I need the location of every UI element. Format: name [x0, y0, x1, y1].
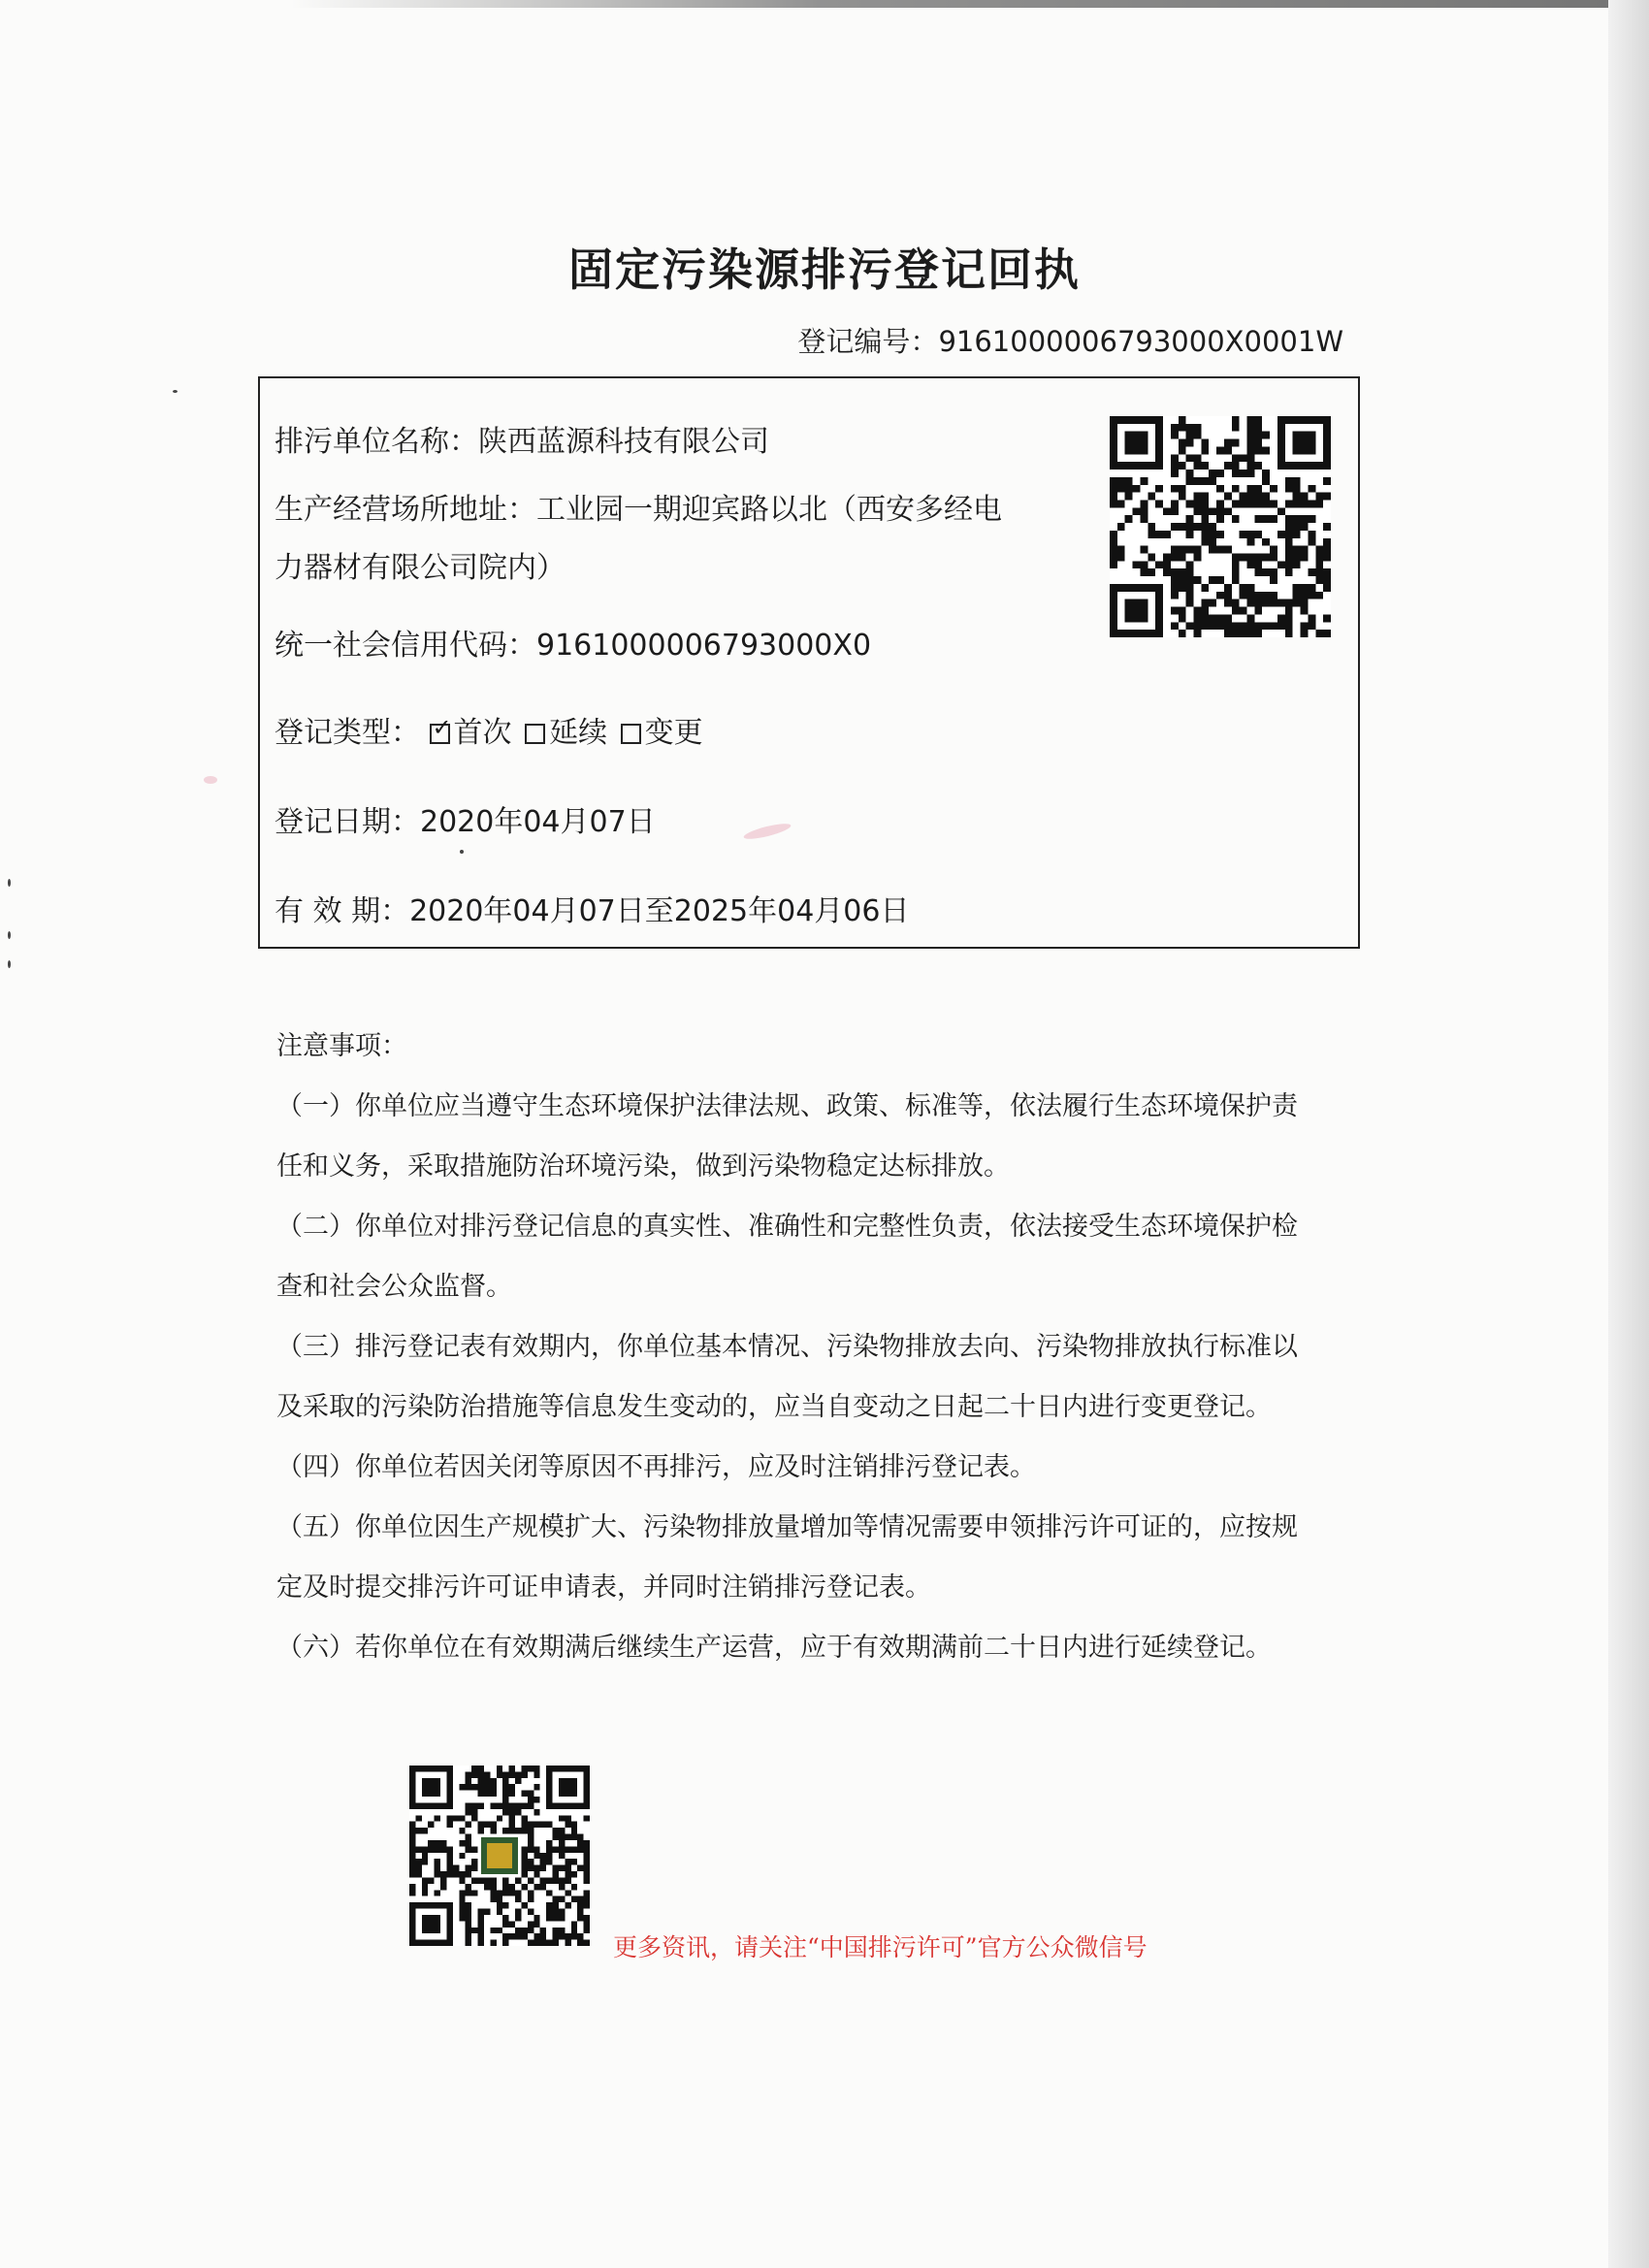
address-field — [275, 485, 1002, 528]
note-line: （六）若你单位在有效期满后继续生产运营，应于有效期满前二十日内进行延续登记。 — [276, 1633, 1272, 1663]
registration-qr-code-icon — [1110, 415, 1331, 638]
wechat-promo-text: 更多资讯，请关注“中国排污许可”官方公众微信号 — [613, 1933, 1148, 1961]
scan-speck — [8, 960, 11, 968]
reg-type-renew — [525, 716, 607, 750]
unchecked-checkbox-icon — [525, 724, 545, 744]
registration-date-field — [275, 797, 656, 840]
note-line: （三）排污登记表有效期内，你单位基本情况、污染物排放去向、污染物排放执行标准以 — [276, 1332, 1298, 1362]
checked-checkbox-icon: ✓ — [430, 724, 450, 744]
registration-number — [797, 320, 1343, 360]
scan-speck — [8, 931, 11, 939]
registration-number-label: 登记编号： — [797, 325, 939, 358]
scan-edge-top — [291, 0, 1610, 8]
address-label: 生产经营场所地址： — [275, 493, 536, 527]
credit-code-value: 9161000006793000X0 — [536, 629, 872, 663]
note-line: 及采取的污染防治措施等信息发生变动的，应当自变动之日起二十日内进行变更登记。 — [276, 1392, 1272, 1422]
address-line-2: 力器材有限公司院内） — [275, 551, 566, 585]
reg-type-change — [621, 716, 703, 750]
note-line: 查和社会公众监督。 — [276, 1272, 512, 1302]
notes-heading: 注意事项： — [276, 1031, 407, 1061]
address-line-1: 工业园一期迎宾路以北（西安多经电 — [536, 493, 1002, 527]
document-title: 固定污染源排污登记回执 — [568, 243, 1081, 296]
reg-type-first-label: 首次 — [453, 716, 512, 750]
scan-speck — [173, 390, 178, 393]
note-line: （一）你单位应当遵守生态环境保护法律法规、政策、标准等，依法履行生态环境保护责 — [276, 1091, 1298, 1121]
credit-code-field — [275, 621, 871, 664]
validity-field — [275, 887, 909, 929]
unit-name-label: 排污单位名称： — [275, 425, 478, 459]
scan-speck — [8, 879, 11, 887]
registration-info-box — [258, 376, 1360, 949]
registration-type-label: 登记类型： — [275, 716, 420, 750]
validity-label: 有 效 期： — [275, 894, 410, 928]
note-line: （二）你单位对排污登记信息的真实性、准确性和完整性负责，依法接受生态环境保护检 — [276, 1212, 1298, 1242]
registration-type-field — [275, 708, 707, 751]
reg-type-first — [430, 716, 512, 750]
scan-edge-right — [1608, 0, 1649, 2268]
reg-type-renew-label: 延续 — [549, 716, 608, 750]
registration-date-label: 登记日期： — [275, 805, 420, 839]
note-line: 任和义务，采取措施防治环境污染，做到污染物稳定达标排放。 — [276, 1151, 1010, 1182]
credit-code-label: 统一社会信用代码： — [275, 629, 536, 663]
registration-number-value: 9161000006793000X0001W — [938, 325, 1343, 358]
validity-value: 2020年04月07日至2025年04月06日 — [409, 894, 910, 928]
ink-smudge — [204, 776, 217, 784]
registration-date-value: 2020年04月07日 — [420, 805, 656, 839]
unchecked-checkbox-icon — [621, 724, 641, 744]
reg-type-change-label: 变更 — [644, 716, 703, 750]
wechat-qr-code-icon — [402, 1766, 598, 1946]
unit-name-field — [275, 417, 769, 460]
note-line: （四）你单位若因关闭等原因不再排污，应及时注销排污登记表。 — [276, 1452, 1036, 1482]
unit-name-value: 陕西蓝源科技有限公司 — [478, 425, 769, 459]
note-line: 定及时提交排污许可证申请表，并同时注销排污登记表。 — [276, 1572, 931, 1603]
note-line: （五）你单位因生产规模扩大、污染物排放量增加等情况需要申领排污许可证的，应按规 — [276, 1512, 1298, 1542]
